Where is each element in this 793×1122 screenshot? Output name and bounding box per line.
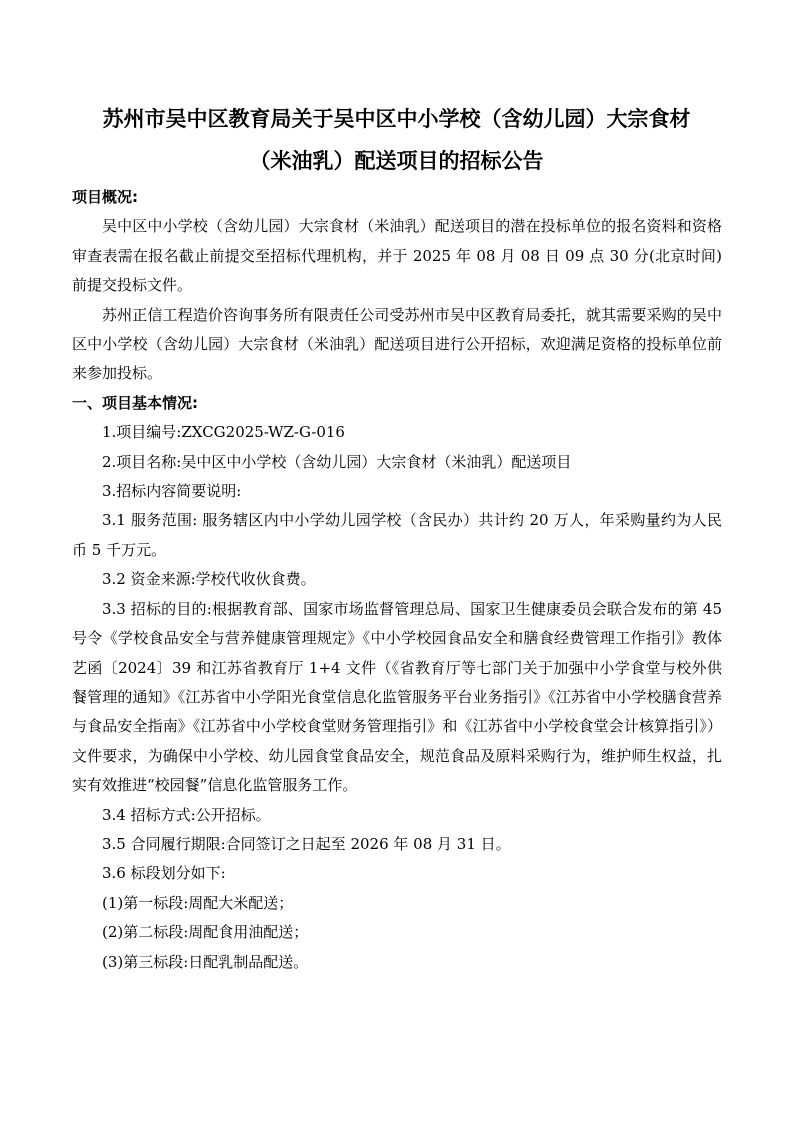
lot-3: (3)第三标段:日配乳制品配送。 bbox=[102, 952, 309, 971]
overview-paragraph-1: 吴中区中小学校（含幼儿园）大宗食材（米油乳）配送项目的潜在投标单位的报名资料和资格审查表需在报名截止前提交至招标代理机构，并于 2025 年 08 月 08 日 09 点 30 分(北京时间)前提交投标文件。 bbox=[72, 217, 722, 295]
item-service-scope: 3.1 服务范围: 服务辖区内中小学幼儿园学校（含民办）共计约 20 万人，年采购量约为人民币 5 千万元。 bbox=[72, 511, 722, 559]
doc-title-line2: （米油乳）配送项目的招标公告 bbox=[249, 149, 544, 173]
item-tender-purpose: 3.3 招标的目的:根据教育部、国家市场监督管理总局、国家卫生健康委员会联合发布的第 45 号令《学校食品安全与营养健康管理规定》《中小学校园食品安全和膳食经费管理工作指引》教体艺函〔2024〕39 和江苏省教育厅 1+4 文件（《省教育厅等七部门关于加强中小学食堂与校外供餐管理的通知》《江苏省中小学阳光食堂信息化监管服务平台业务指引》《江苏省中小学校膳食营养与食品安全指南》《江苏省中小学校食堂财务管理指引》和《江苏省中小学校食堂会计核算指引》）文件要求，为确保中小学校、幼儿园食堂食品安全，规范食品及原料采购行为，维护师生权益，扎实有效推进“校园餐”信息化监管服务工作。 bbox=[72, 599, 722, 795]
item-lot-division: 3.6 标段划分如下: bbox=[102, 864, 226, 883]
doc-title-line1: 苏州市吴中区教育局关于吴中区中小学校（含幼儿园）大宗食材 bbox=[102, 107, 691, 131]
doc-body bbox=[72, 183, 722, 977]
item-contract-period: 3.5 合同履行期限:合同签订之日起至 2026 年 08 月 31 日。 bbox=[102, 834, 511, 853]
item-project-name: 2.项目名称:吴中区中小学校（含幼儿园）大宗食材（米油乳）配送项目 bbox=[102, 452, 572, 471]
lot-2: (2)第二标段:周配食用油配送； bbox=[102, 923, 309, 942]
item-funding-source: 3.2 资金来源:学校代收伙食费。 bbox=[102, 570, 316, 589]
item-project-number: 1.项目编号:ZXCG2025-WZ-G-016 bbox=[102, 423, 345, 442]
overview-paragraph-2: 苏州正信工程造价咨询事务所有限责任公司受苏州市吴中区教育局委托，就其需要采购的吴中区中小学校（含幼儿园）大宗食材（米油乳）配送项目进行公开招标，欢迎满足资格的投标单位前来参加投标。 bbox=[72, 305, 722, 383]
lot-1: (1)第一标段:周配大米配送； bbox=[102, 893, 294, 912]
section-1-heading: 一、项目基本情况: bbox=[72, 393, 198, 412]
overview-heading: 项目概况: bbox=[72, 188, 138, 206]
item-tender-method: 3.4 招标方式:公开招标。 bbox=[102, 805, 271, 824]
item-content-summary: 3.招标内容简要说明: bbox=[102, 482, 242, 501]
